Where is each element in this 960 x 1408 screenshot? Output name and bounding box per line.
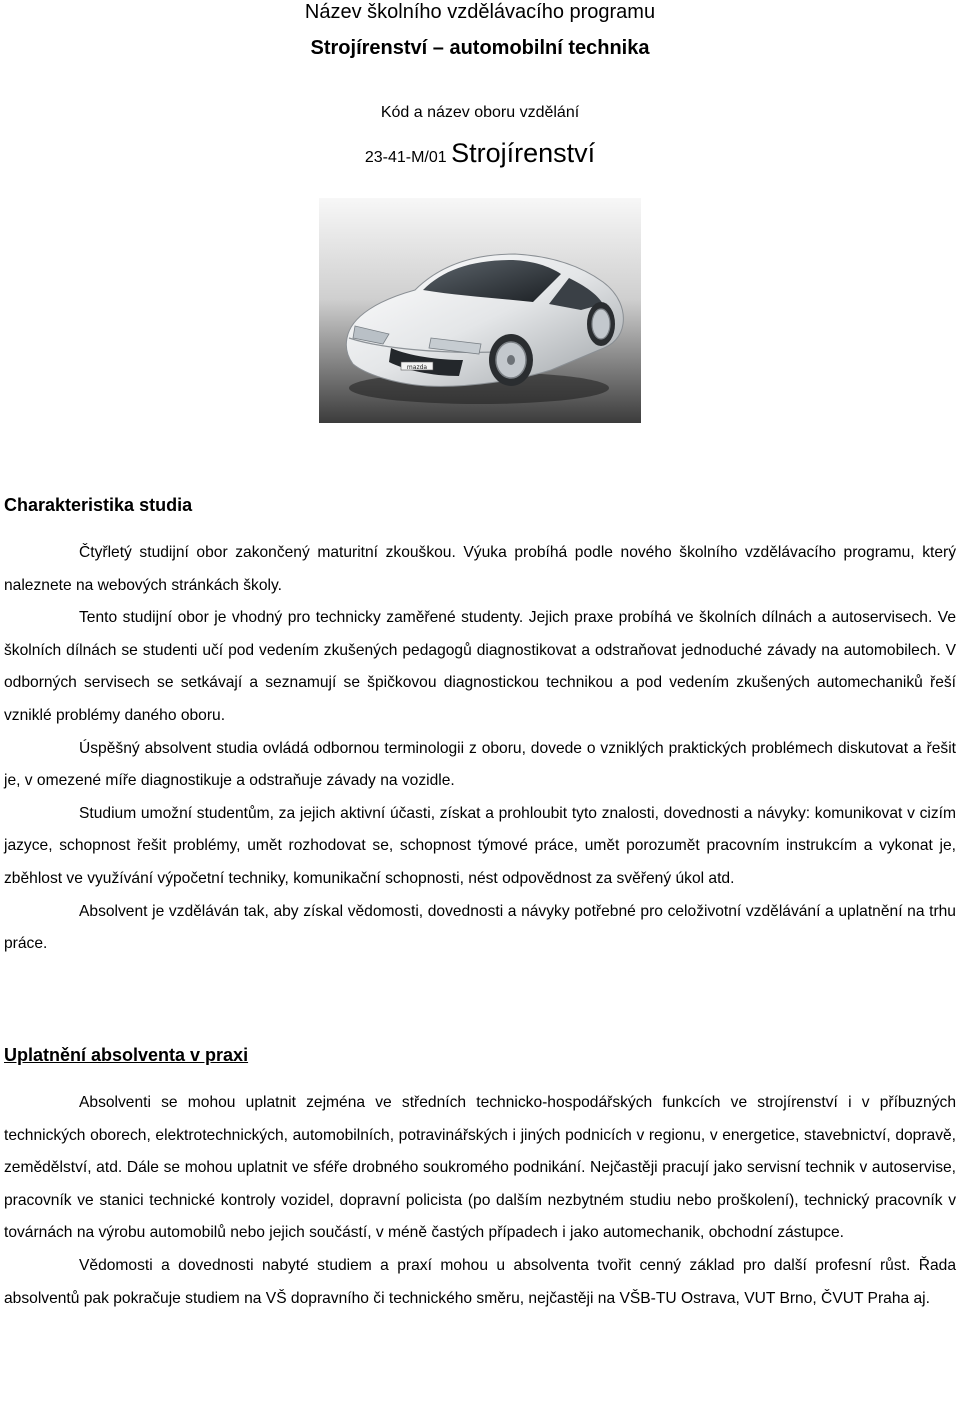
program-name: Strojírenství – automobilní technika [310, 37, 650, 59]
car-photo [319, 198, 641, 423]
section-employment [4, 1087, 956, 1315]
plate-brand: mazda [406, 364, 428, 371]
field-code-line [0, 136, 960, 175]
paragraph: Úspěšný absolvent studia ovládá odbornou terminologii z oboru, dovede o vzniklých praktických problémech diskutovat a řešit je, v omezené míře diagnostikuje a odstraňuje závady na vozidle. [4, 739, 956, 790]
field-code: 23-41-M/01 [364, 149, 447, 166]
paragraph: Vědomosti a dovednosti nabyté studiem a praxí mohou u absolventa tvořit cenný základ pro další profesní růst. Řada absolventů pak pokračuje studiem na VŠ dopravního či technického směru, nejčastěji na VŠB-TU Ostrava, VUT Brno, ČVUT Praha aj. [4, 1256, 956, 1307]
field-label: Kód a název oboru vzdělání [380, 104, 580, 121]
field-name: Strojírenství [451, 138, 596, 168]
paragraph: Studium umožní studentům, za jejich aktivní účasti, získat a prohloubit tyto znalosti, dovednosti a návyky: komunikovat v cizím jazyce, schopnost řešit problémy, umět rozhodovat se, schopnost týmové práce, umět porozumět pracovním instrukcím a vykonat je, zběhlost ve využívání výpočetní techniky, komunikační schopnosti, nést odpovědnost za svěřený úkol atd. [4, 804, 956, 887]
paragraph: Absolvent je vzděláván tak, aby získal vědomosti, dovednosti a návyky potřebné pro celoživotní vzdělávání a uplatnění na trhu práce. [4, 902, 956, 953]
paragraph: Absolventi se mohou uplatnit zejména ve středních technicko-hospodářských funkcích ve strojírenství i v příbuzných technických oborech, elektrotechnických, automobilních, potravinářských i jiných podnicích v regionu, v energetice, stavebnictví, dopravě, zemědělství, atd. Dále se mohou uplatnit ve sféře drobného soukromého podnikání. Nejčastěji pracují jako servisní technik v autoservise, pracovník ve stanici technické kontroly vozidel, dopravní policista (po dalším nezbytném studiu nebo proškolení), technický pracovník v továrnách na výrobu automobilů nebo jejich součástí, v méně častých případech i jako automechanik, obchodní zástupce. [4, 1094, 956, 1242]
section-characteristics [4, 537, 956, 961]
paragraph: Čtyřletý studijní obor zakončený maturitní zkouškou. Výuka probíhá podle nového školního vzdělávacího programu, který naleznete na webových stránkách školy. [4, 544, 956, 594]
section-heading-employment: Uplatnění absolventa v praxi [4, 1045, 249, 1065]
section-heading-characteristics: Charakteristika studia [4, 495, 193, 515]
program-label: Název školního vzdělávacího programu [304, 1, 656, 23]
paragraph: Tento studijní obor je vhodný pro technicky zaměřené studenty. Jejich praxe probíhá ve školních dílnách a autoservisech. Ve školních dílnách se studenti učí pod vedením zkušených pedagogů diagnostikovat a odstraňovat jednoduché závady na automobilech. V odborných servisech se setkávají a seznamují se špičkovou diagnostickou technikou a pod vedením zkušených automechaniků řeší vzniklé problémy daného oboru. [4, 609, 956, 724]
